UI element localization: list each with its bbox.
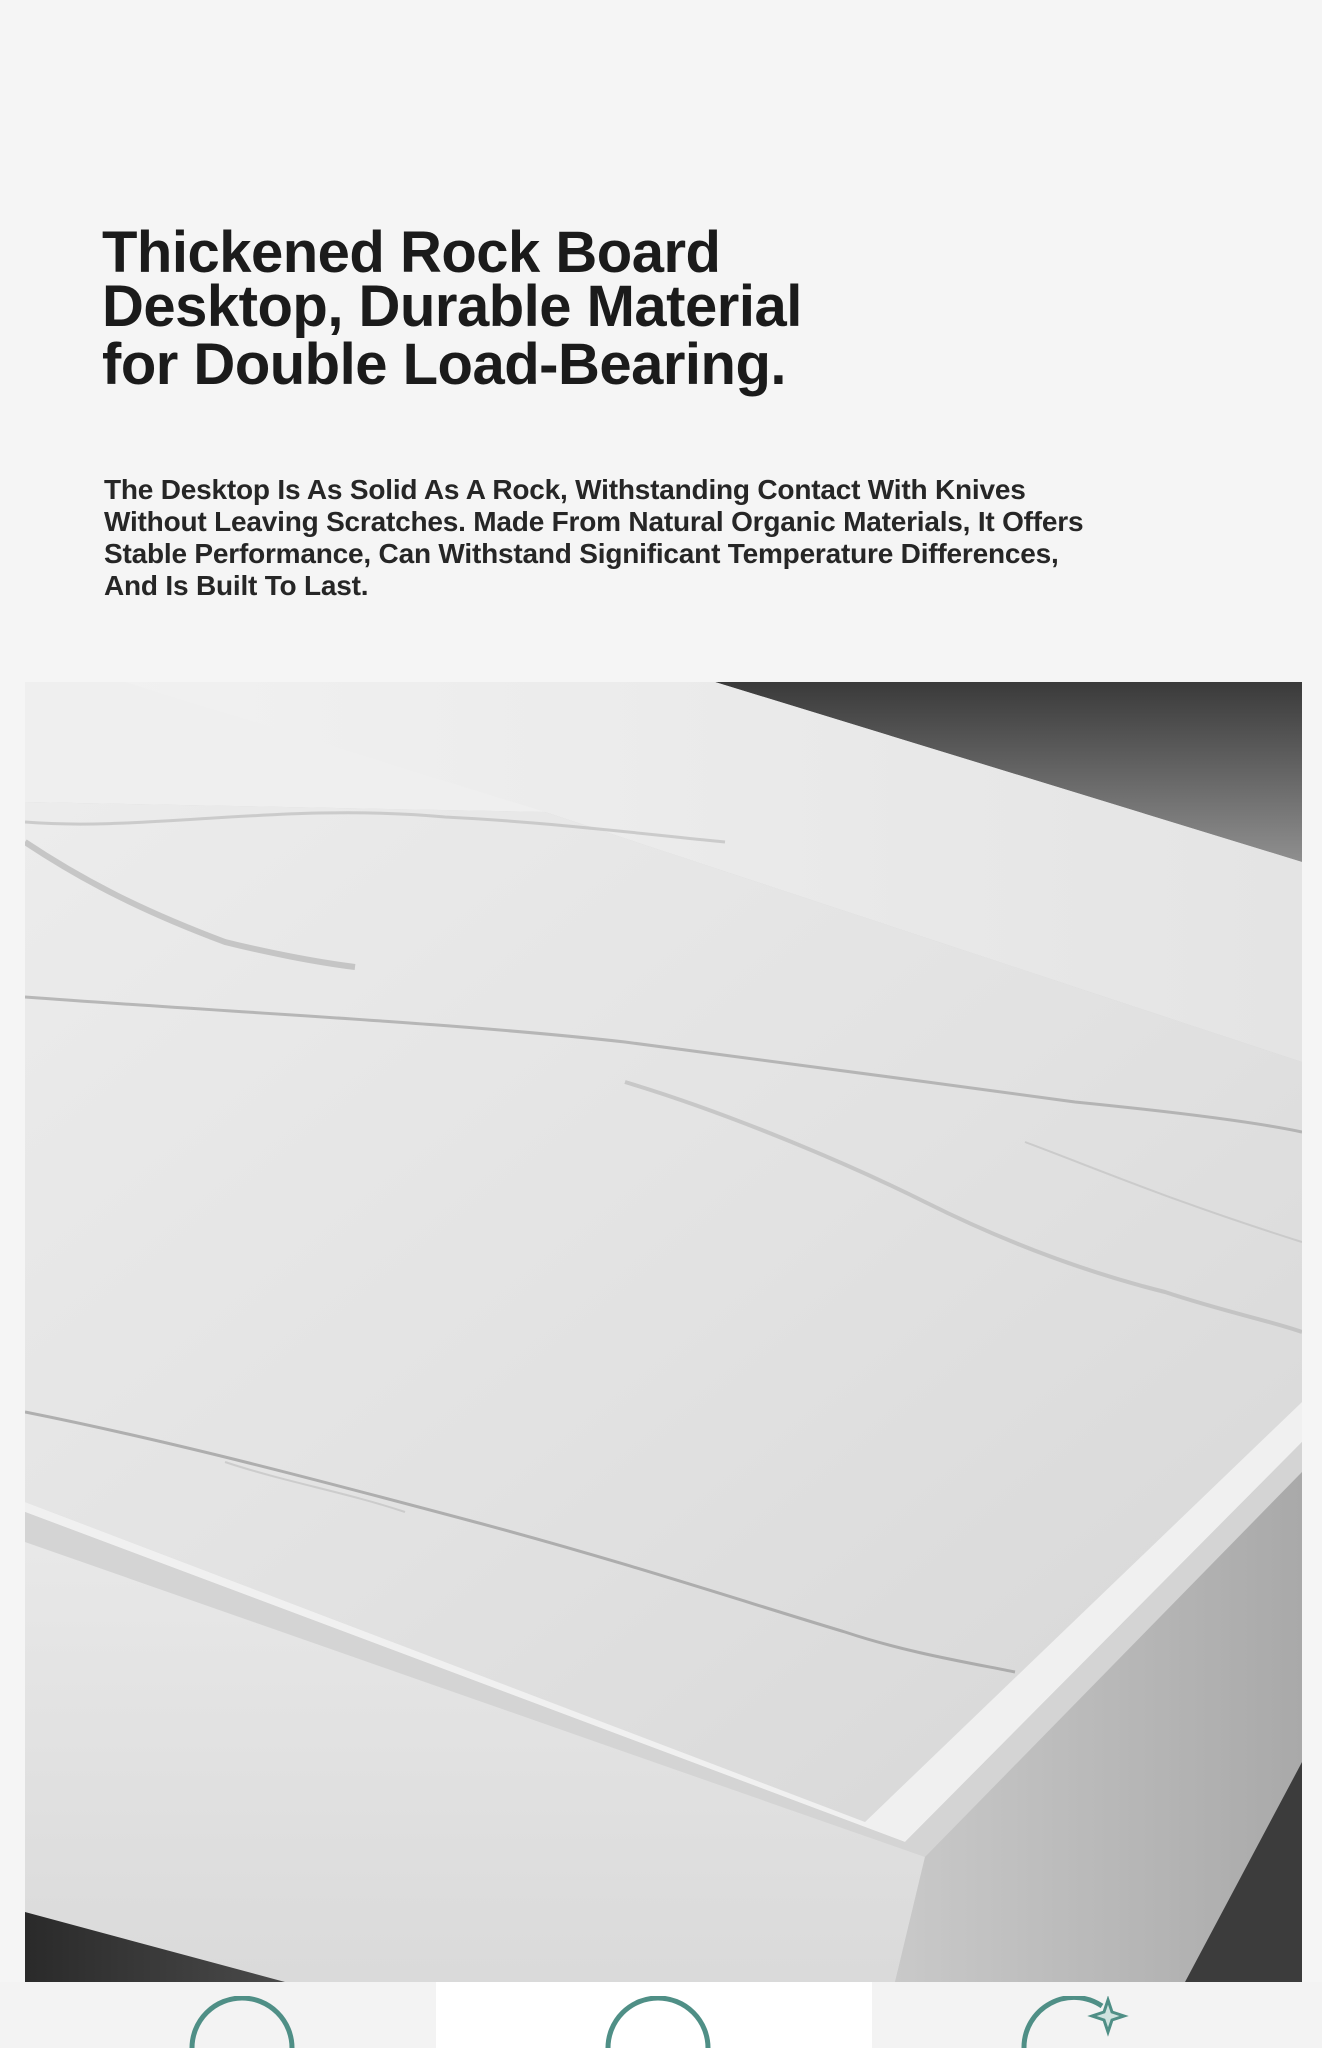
circle-outline-icon bbox=[596, 1996, 720, 2048]
headline-line-2: Desktop, Durable Material bbox=[102, 274, 802, 339]
circle-sparkle-icon bbox=[1012, 1996, 1136, 2048]
feature-panel-1 bbox=[0, 1982, 436, 2048]
description-text: The Desktop Is As Solid As A Rock, Withstanding Contact With Knives Without Leaving Scratches. Made From Natural Organic Materials, It Offers Stable Performance, Can Withstand Significant Temperature Differences, And Is Built To Last. bbox=[104, 474, 1084, 601]
headline-line-1: Thickened Rock Board bbox=[102, 220, 721, 285]
feature-panel-2 bbox=[436, 1982, 872, 2048]
headline bbox=[102, 220, 822, 397]
feature-panel-3 bbox=[872, 1982, 1322, 2048]
circle-outline-icon bbox=[180, 1996, 304, 2048]
product-photo bbox=[25, 682, 1302, 1982]
feature-strip bbox=[0, 1982, 1322, 2048]
headline-line-3: for Double Load-Bearing. bbox=[102, 332, 786, 397]
